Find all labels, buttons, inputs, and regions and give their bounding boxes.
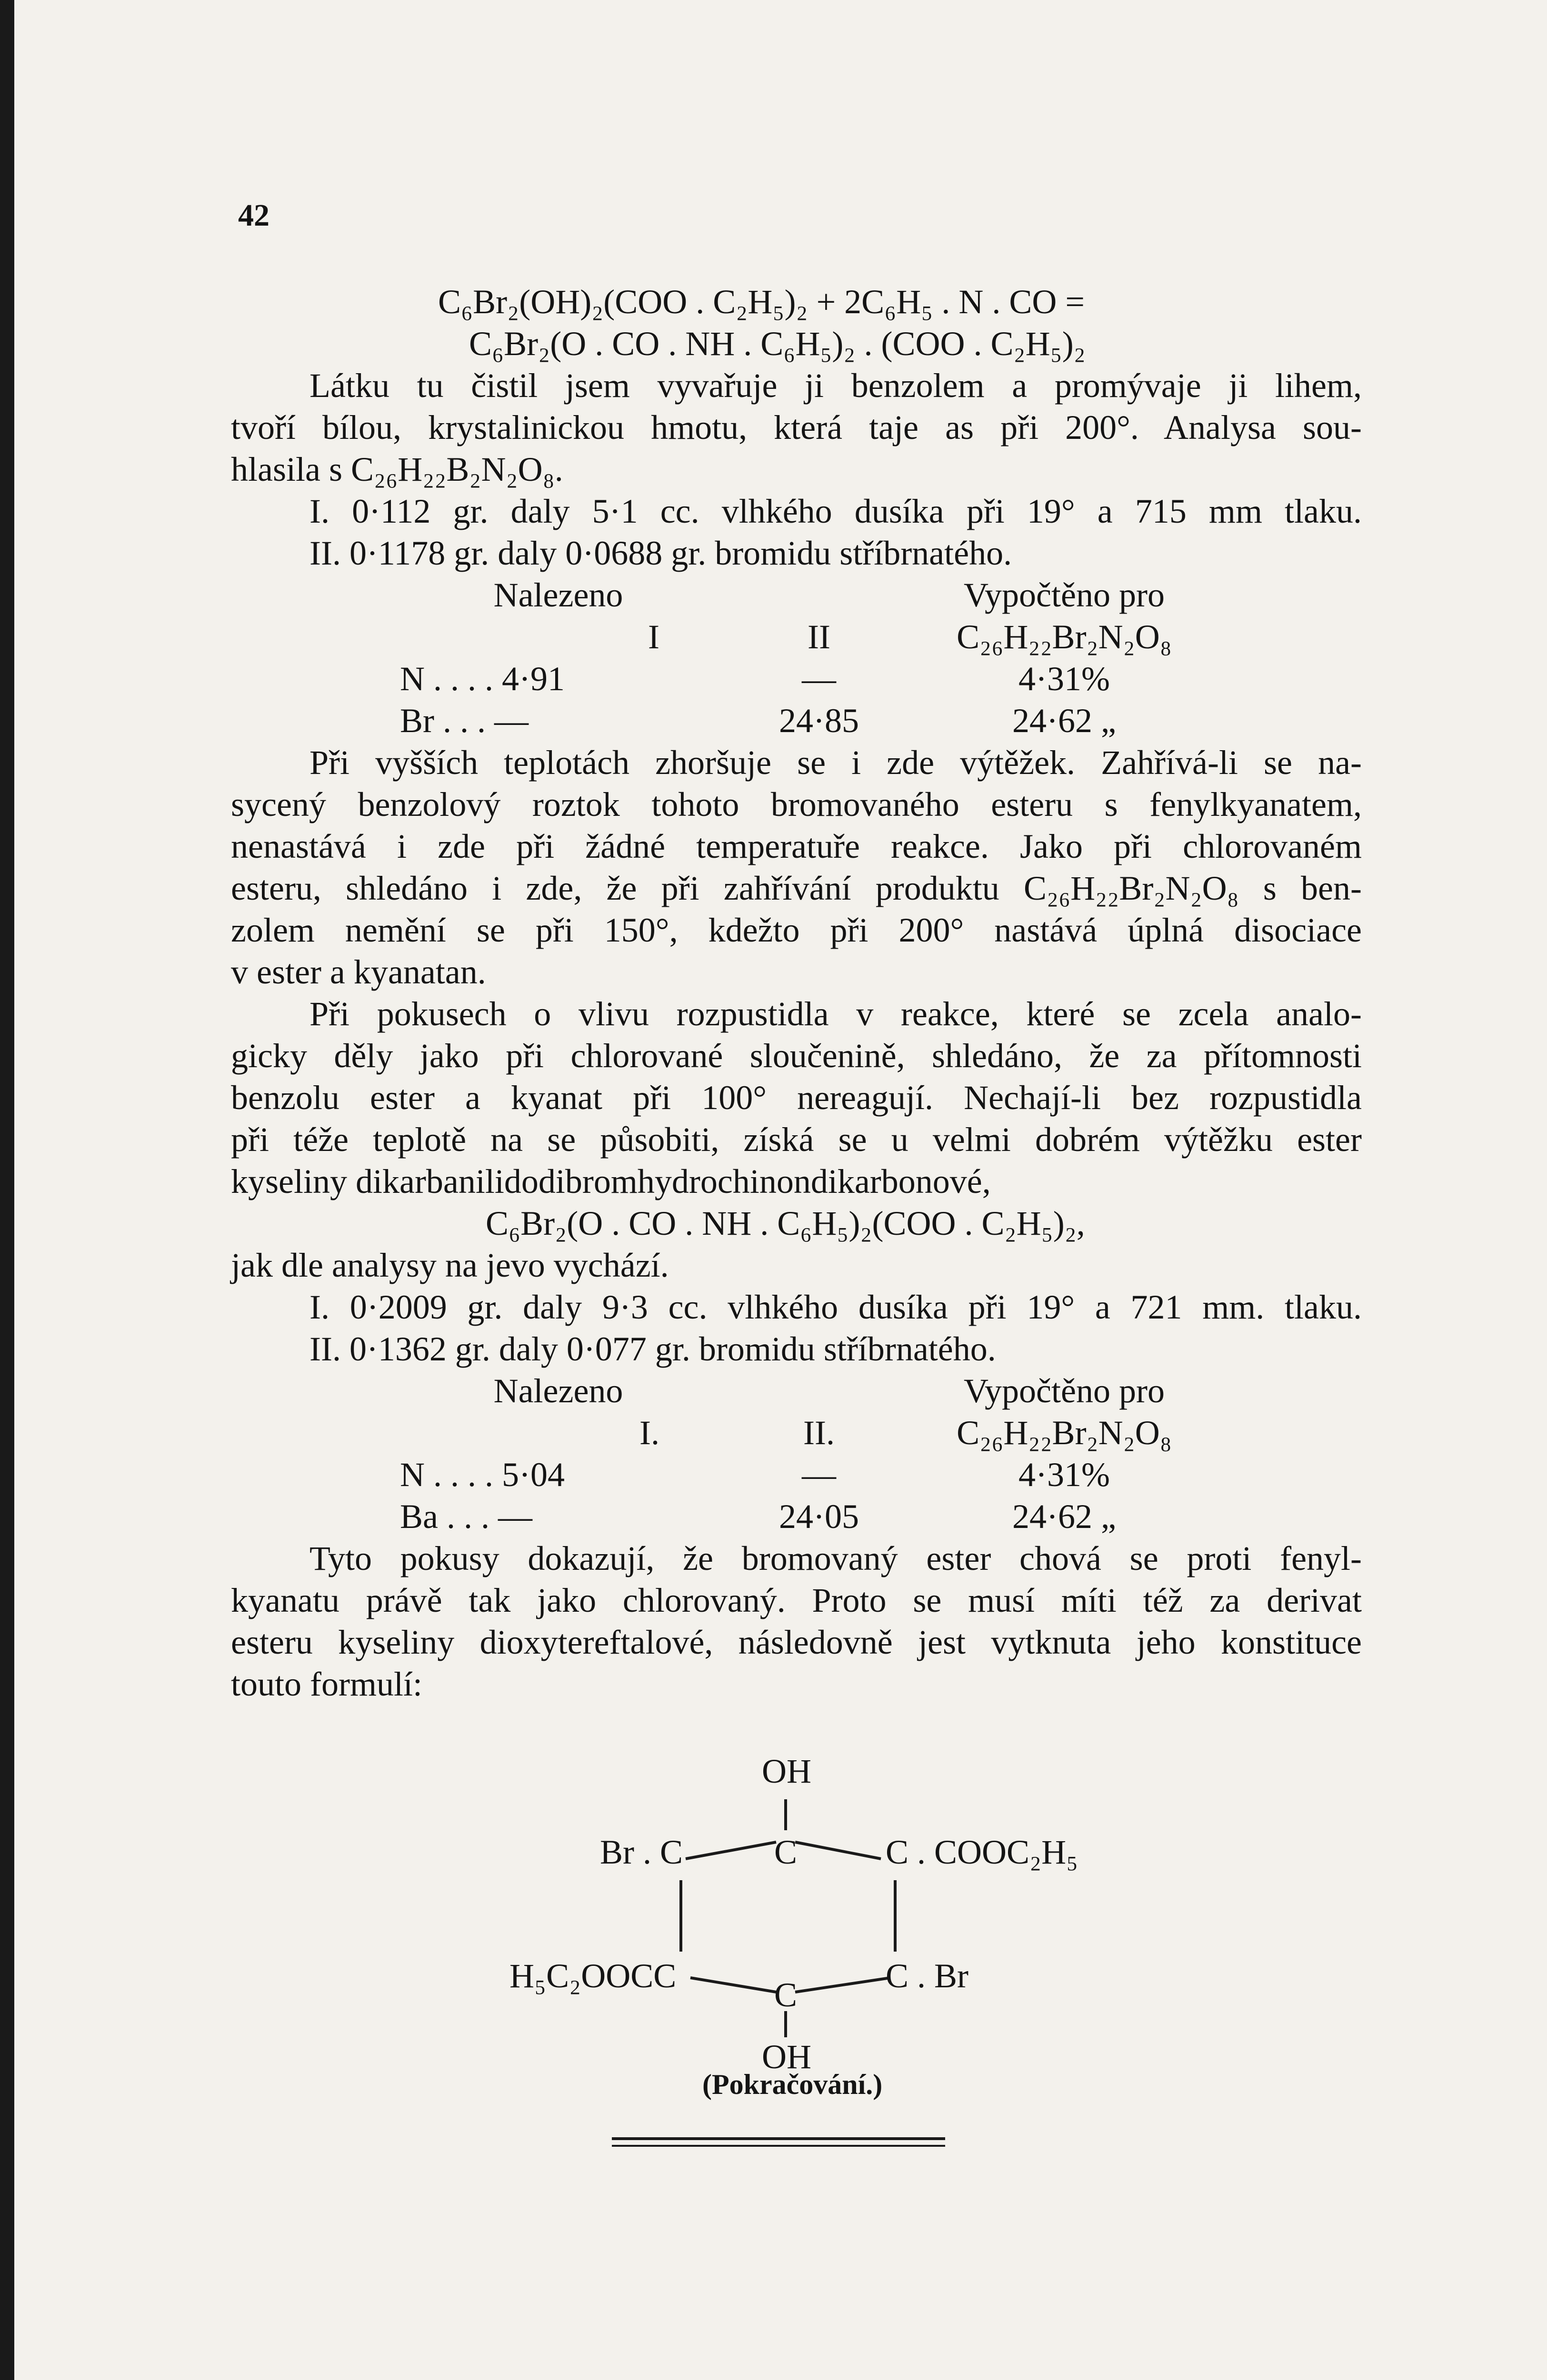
equation-line-1: C₆Br₂(OH)₂(COO . C₂H₅)₂ + 2C₆H₅ . N . CO = — [438, 283, 1085, 321]
structural-formula — [509, 1752, 1128, 2113]
analysis-1-line-1: I. 0·112 gr. daly 5·1 cc. vlhkého dusíka při 19° a 715 mm tlaku. — [309, 492, 1362, 530]
found-header: Nalezeno — [493, 576, 623, 614]
paragraph-4-line-4: touto formulí: — [231, 1665, 422, 1703]
col-i-header: I — [648, 618, 659, 656]
row-ii-value: 24·05 — [779, 1497, 859, 1536]
row-label: N . . . . 4·91 — [400, 660, 565, 698]
bromo-carbon-right: C . Br — [886, 1957, 969, 1995]
found-header: Nalezeno — [493, 1372, 623, 1410]
analysis-1-line-2: II. 0·1178 gr. daly 0·0688 gr. bromidu stříbrnatého. — [309, 534, 1012, 572]
row-calc-value: 24·62 „ — [1012, 1497, 1116, 1536]
formula-header: C₂₆H₂₂Br₂N₂O₈ — [957, 618, 1172, 656]
results-table-2 — [400, 1370, 1207, 1537]
bromo-carbon-left: Br . C — [600, 1833, 683, 1871]
hydroxyl-bottom: OH — [762, 2038, 811, 2076]
carbon-bottom: C — [774, 1976, 798, 2014]
row-ii-value: 24·85 — [779, 702, 859, 740]
table-row — [400, 658, 1207, 700]
hydroxyl-top: OH — [762, 1752, 811, 1790]
ester-carbon-left: H₅C₂OOCC — [509, 1957, 677, 1995]
paragraph-3-line-5: kyseliny dikarbanilidodibromhydrochinondikarbonové, — [231, 1162, 991, 1200]
end-rule-lower — [612, 2145, 945, 2147]
calc-header: Vypočtěno pro — [964, 576, 1165, 614]
paragraph-2-line-4: esteru, shledáno i zde, že při zahřívání produktu C₂₆H₂₂Br₂N₂O₈ s ben- — [231, 869, 1362, 907]
row-ii-value: — — [802, 1456, 836, 1494]
row-label: Ba . . . — — [400, 1497, 532, 1536]
equation-line-3: C₆Br₂(O . CO . NH . C₆H₅)₂(COO . C₂H₅)₂, — [486, 1204, 1085, 1242]
ester-carbon-right: C . COOC₂H₅ — [886, 1833, 1078, 1871]
paragraph-2-line-1: Při vyšších teplotách zhoršuje se i zde výtěžek. Zahřívá-li se na- — [309, 744, 1362, 782]
calc-header: Vypočtěno pro — [964, 1372, 1165, 1410]
table-row — [400, 1496, 1207, 1537]
table-header-row — [400, 574, 1207, 616]
row-calc-value: 4·31% — [1018, 660, 1110, 698]
scan-left-edge — [0, 0, 14, 2380]
row-calc-value: 24·62 „ — [1012, 702, 1116, 740]
col-ii-header: II. — [803, 1414, 835, 1452]
paragraph-3-line-4: při téže teplotě na se působiti, získá se u velmi dobrém výtěžku ester — [231, 1121, 1362, 1159]
formula-header: C₂₆H₂₂Br₂N₂O₈ — [957, 1414, 1172, 1452]
analysis-2-line-1: I. 0·2009 gr. daly 9·3 cc. vlhkého dusíka při 19° a 721 mm. tlaku. — [309, 1288, 1362, 1326]
row-calc-value: 4·31% — [1018, 1456, 1110, 1494]
paragraph-2-line-2: sycený benzolový roztok tohoto bromovaného esteru s fenylkyanatem, — [231, 785, 1362, 823]
table-subheader-row — [400, 1412, 1207, 1454]
paragraph-2-line-3: nenastává i zde při žádné temperatuře reakce. Jako při chlorovaném — [231, 827, 1362, 865]
carbon-top: C — [774, 1833, 798, 1871]
analysis-2-line-2: II. 0·1362 gr. daly 0·077 gr. bromidu stříbrnatého. — [309, 1330, 996, 1368]
table-subheader-row — [400, 616, 1207, 658]
continued-note: (Pokračování.) — [702, 2069, 883, 2100]
row-label: N . . . . 5·04 — [400, 1456, 565, 1494]
row-label: Br . . . — — [400, 702, 529, 740]
table-header-row — [400, 1370, 1207, 1412]
table-row — [400, 1454, 1207, 1496]
paragraph-1-line-1: Látku tu čistil jsem vyvařuje ji benzolem a promývaje ji lihem, — [309, 367, 1362, 405]
paragraph-1-line-3: hlasila s C₂₆H₂₂B₂N₂O₈. — [231, 450, 563, 488]
row-ii-value: — — [802, 660, 836, 698]
end-rule-upper — [612, 2137, 945, 2140]
paragraph-2-line-6: v ester a kyanatan. — [231, 953, 486, 991]
text-column — [231, 281, 1362, 1705]
col-ii-header: II — [808, 618, 830, 656]
paragraph-2-line-5: zolem nemění se při 150°, kdežto při 200° nastává úplná disociace — [231, 911, 1362, 949]
paragraph-4-line-2: kyanatu právě tak jako chlorovaný. Proto se musí míti též za derivat — [231, 1581, 1362, 1619]
paragraph-4-line-1: Tyto pokusy dokazují, že bromovaný ester chová se proti fenyl- — [309, 1539, 1362, 1577]
paragraph-4-line-3: esteru kyseliny dioxytereftalové, následovně jest vytknuta jeho konstituce — [231, 1623, 1362, 1661]
col-i-header: I. — [639, 1414, 659, 1452]
paragraph-3-end: jak dle analysy na jevo vychází. — [231, 1246, 669, 1284]
table-row — [400, 700, 1207, 742]
paragraph-3-line-1: Při pokusech o vlivu rozpustidla v reakce, které se zcela analo- — [309, 995, 1362, 1033]
paragraph-3-line-3: benzolu ester a kyanat při 100° nereagují. Nechají-li bez rozpustidla — [231, 1079, 1362, 1117]
results-table-1 — [400, 574, 1207, 742]
book-page — [14, 0, 1547, 2380]
page-number: 42 — [238, 198, 269, 233]
structure-bonds — [509, 1752, 1128, 2113]
paragraph-1-line-2: tvoří bílou, krystalinickou hmotu, která taje as při 200°. Analysa sou- — [231, 408, 1362, 446]
paragraph-3-line-2: gicky děly jako při chlorované sloučenině, shledáno, že za přítomnosti — [231, 1037, 1362, 1075]
equation-line-2: C₆Br₂(O . CO . NH . C₆H₅)₂ . (COO . C₂H₅)₂ — [469, 325, 1086, 363]
